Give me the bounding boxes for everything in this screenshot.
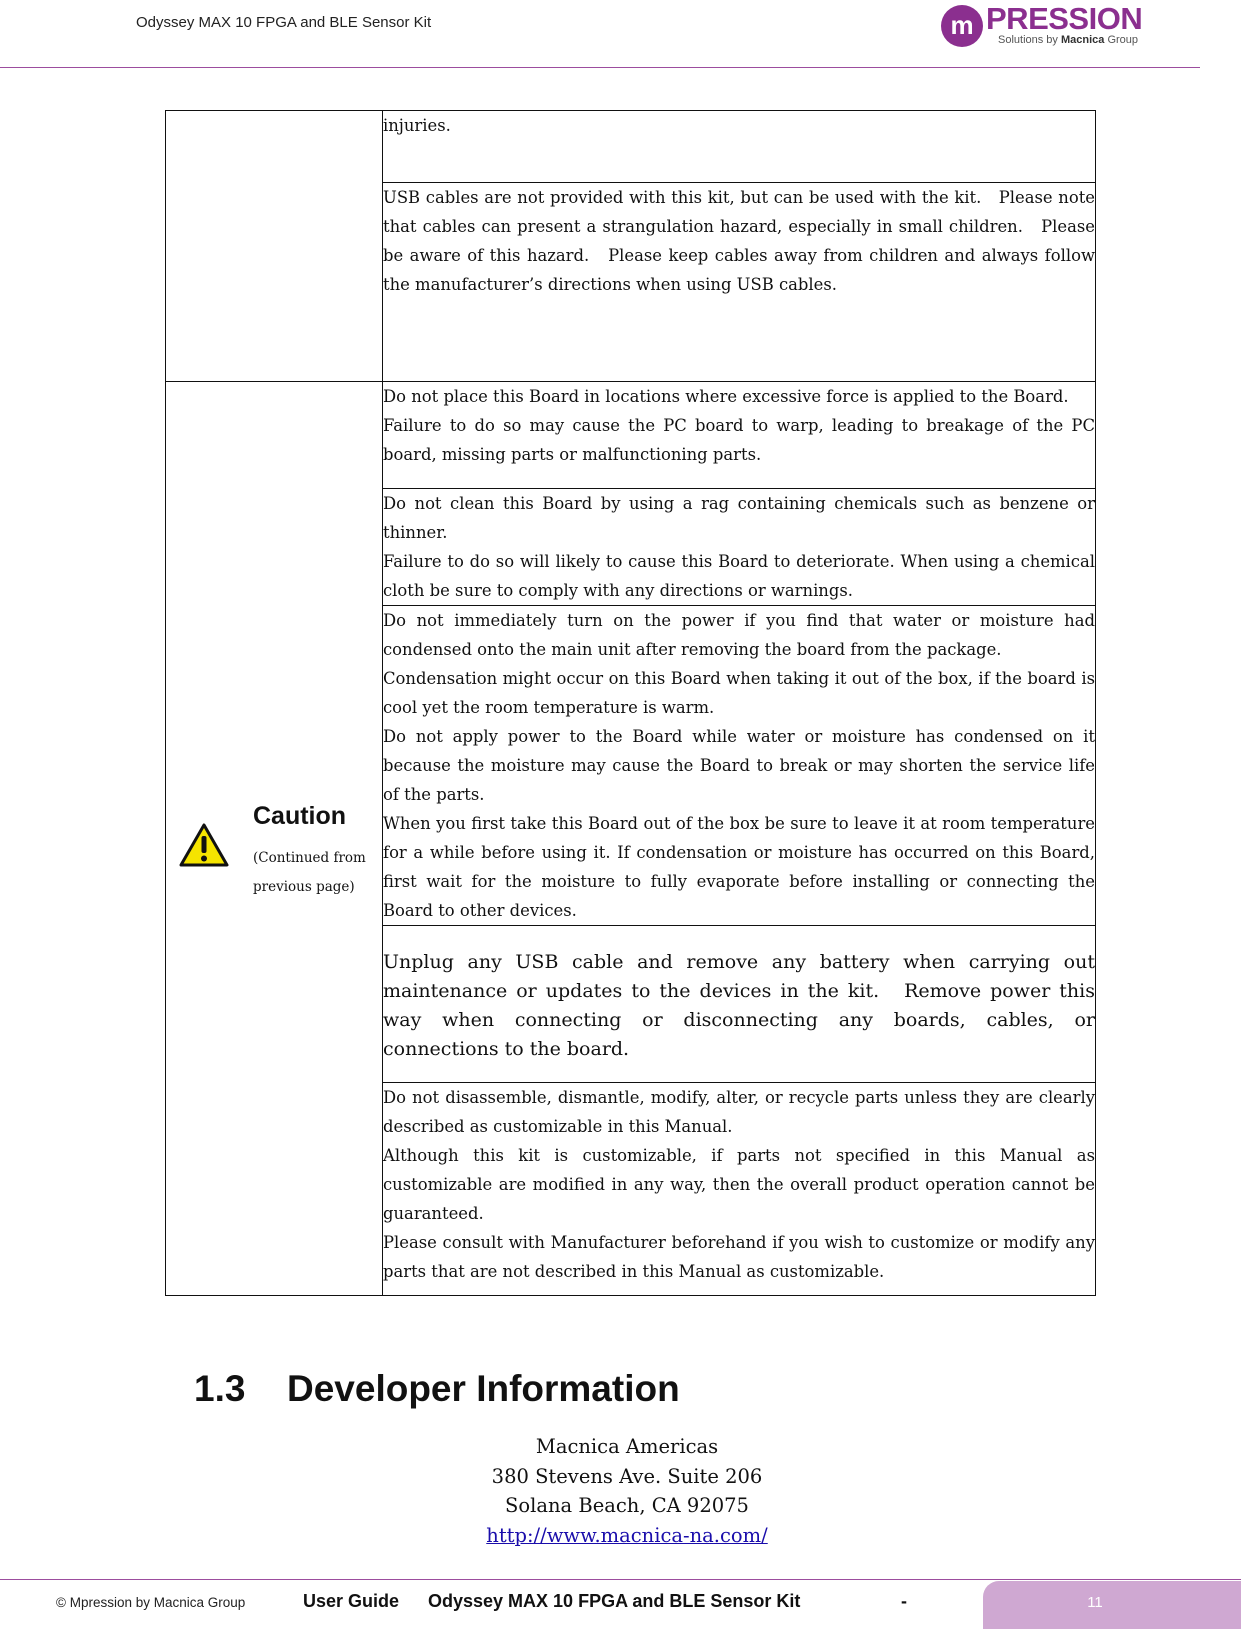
safety-row [383,489,1096,606]
mpression-logo [940,2,1145,50]
safety-text: Although this kit is customizable, if parts not specified in this Manual as customizable are modified in any way, then the overall product operation cannot be guaranteed. [383,1146,1095,1223]
svg-text:m: m [950,10,974,40]
footer-separator: - [901,1591,907,1611]
safety-table [165,110,1096,1296]
safety-text: Do not clean this Board by using a rag containing chemicals such as benzene or thinner. [383,494,1095,542]
safety-row [383,382,1096,489]
logo-wordmark: PRESSION [986,1,1143,36]
safety-text: Unplug any USB cable and remove any battery when carrying out maintenance or updates to the devices in the kit. Remove power this way when connecting or disconnecting any boards, cables, or connections to the board. [383,951,1095,1060]
safety-text: injuries. [383,116,451,135]
safety-row [383,926,1096,1083]
footer-doc-type: User Guide [303,1591,400,1611]
header-divider [0,67,1200,68]
section-number: 1.3 [194,1368,246,1409]
developer-address-line1: 380 Stevens Ave. Suite 206 [491,1464,763,1488]
developer-info [0,1432,1241,1550]
developer-company: Macnica Americas [535,1435,719,1458]
safety-text: Do not immediately turn on the power if you find that water or moisture had condensed onto the main unit after removing the board from the package. [383,611,1095,659]
safety-text: Condensation might occur on this Board when taking it out of the box, if the board is cool yet the room temperature is warm. [383,669,1095,717]
safety-text: Failure to do so will likely to cause this Board to deteriorate. When using a chemical cloth be sure to comply with any directions or warnings. [383,552,1095,600]
safety-text: Please consult with Manufacturer beforehand if you wish to customize or modify any parts that are not described in this Manual as customizable. [383,1233,1095,1281]
safety-row [383,606,1096,926]
logo-tagline: Solutions by Macnica Group [998,34,1139,46]
warning-triangle-icon [178,822,230,868]
developer-website-link[interactable]: http://www.macnica-na.com/ [486,1523,768,1547]
safety-text: USB cables are not provided with this kit, but can be used with the kit. Please note that cables can present a strangulation hazard, especially in small children. Please be aware of this hazard. Please keep cables away from children and always follow the manufacturer’s directions when using USB cables. [383,188,1095,294]
caution-label-cell [166,382,383,1296]
safety-text: When you first take this Board out of the box be sure to leave it at room temperature for a while before using it. If condensation or moisture has occurred on this Board, first wait for the moisture to fully evaporate before installing or connecting the Board to other devices. [383,814,1095,920]
developer-address-line2: Solana Beach, CA 92075 [505,1494,749,1517]
warning-label-cell [166,111,383,382]
safety-row [383,1083,1096,1296]
header-title: Odyssey MAX 10 FPGA and BLE Sensor Kit [136,14,432,31]
safety-text: Do not apply power to the Board while water or moisture has condensed on it because the moisture may cause the Board to break or may shorten the service life of the parts. [383,727,1095,804]
footer-page-box [983,1581,1241,1629]
page-number: 11 [1087,1594,1103,1611]
footer-divider [0,1579,1241,1580]
safety-text: Do not disassemble, dismantle, modify, alter, or recycle parts unless they are clearly described as customizable in this Manual. [383,1088,1095,1136]
safety-text: Failure to do so may cause the PC board to warp, leading to breakage of the PC board, missing parts or malfunctioning parts. [383,416,1095,464]
caution-title: Caution [253,802,347,830]
footer-kit-name: Odyssey MAX 10 FPGA and BLE Sensor Kit [428,1591,801,1611]
footer-copyright: © Mpression by Macnica Group [56,1595,246,1610]
logo-circle-icon [940,4,984,48]
safety-text: Do not place this Board in locations where excessive force is applied to the Board. [383,387,1069,406]
section-title: Developer Information [287,1368,680,1409]
caution-subtitle: (Continued from previous page) [253,850,366,895]
section-heading [194,1368,680,1410]
safety-row [383,111,1096,183]
safety-row [383,183,1096,382]
